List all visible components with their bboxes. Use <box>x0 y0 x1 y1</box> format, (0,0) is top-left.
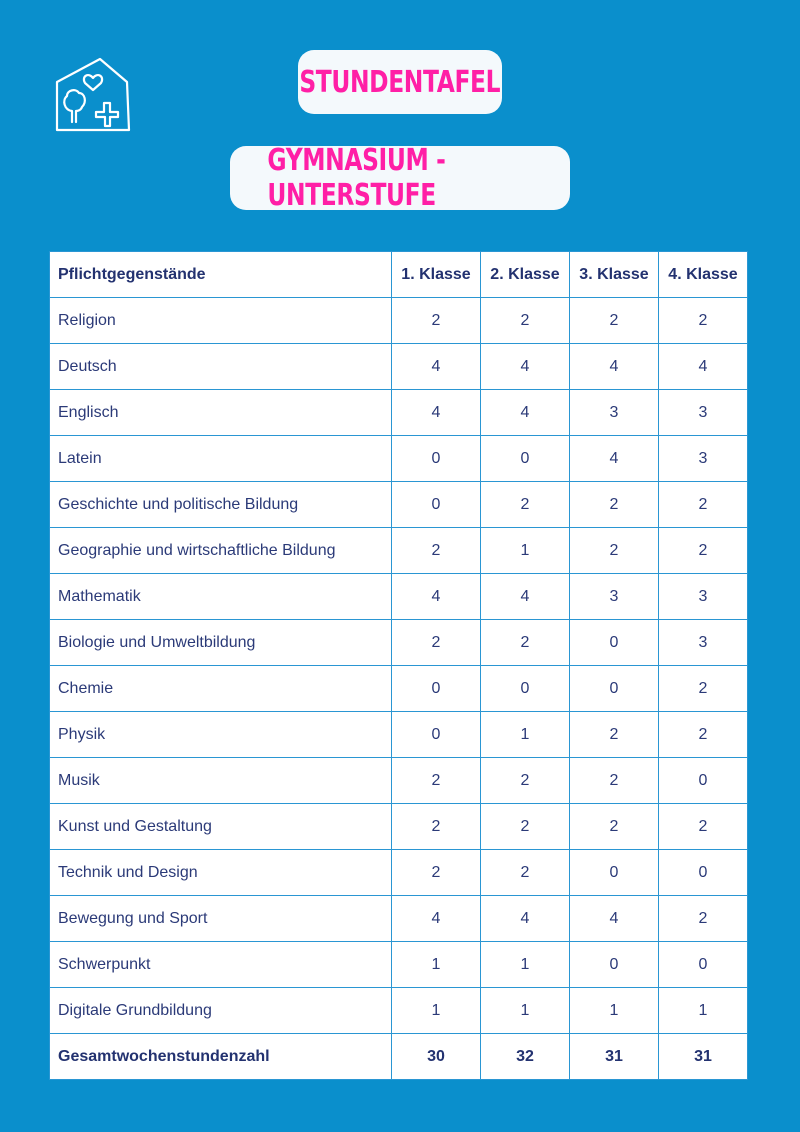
table-row <box>50 482 748 528</box>
total-row <box>50 1034 748 1080</box>
subject-cell: Latein <box>50 436 392 482</box>
table-row <box>50 298 748 344</box>
hours-cell-class-3: 3 <box>570 390 659 436</box>
hours-cell-class-1: 4 <box>392 344 481 390</box>
hours-cell-class-1: 0 <box>392 666 481 712</box>
subject-cell: Kunst und Gestaltung <box>50 804 392 850</box>
hours-cell-class-1: 2 <box>392 758 481 804</box>
hours-cell-class-1: 4 <box>392 896 481 942</box>
hours-cell-class-1: 1 <box>392 988 481 1034</box>
subject-cell: Geschichte und politische Bildung <box>50 482 392 528</box>
hours-cell-class-4: 1 <box>659 988 748 1034</box>
title-badge <box>298 50 502 114</box>
hours-cell-class-1: 4 <box>392 574 481 620</box>
hours-cell-class-3: 0 <box>570 850 659 896</box>
hours-cell-class-1: 0 <box>392 712 481 758</box>
page-subtitle: GYMNASIUM - UNTERSTUFE <box>267 143 446 213</box>
header-row <box>50 252 748 298</box>
hours-cell-class-3: 1 <box>570 988 659 1034</box>
hours-cell-class-3: 2 <box>570 758 659 804</box>
table-row <box>50 390 748 436</box>
timetable-body <box>50 298 748 1080</box>
hours-cell-class-3: 4 <box>570 896 659 942</box>
hours-cell-class-3: 0 <box>570 666 659 712</box>
table-row <box>50 942 748 988</box>
hours-cell-class-4: 2 <box>659 666 748 712</box>
hours-cell-class-3: 0 <box>570 942 659 988</box>
hours-cell-class-3: 4 <box>570 436 659 482</box>
hours-cell-class-3: 31 <box>570 1034 659 1080</box>
hours-cell-class-2: 4 <box>481 344 570 390</box>
table-row <box>50 528 748 574</box>
hours-cell-class-2: 1 <box>481 712 570 758</box>
hours-cell-class-2: 1 <box>481 988 570 1034</box>
table-row <box>50 436 748 482</box>
subject-cell: Mathematik <box>50 574 392 620</box>
table-row <box>50 758 748 804</box>
column-header-subject: Pflichtgegenstände <box>50 252 392 298</box>
subject-cell: Geographie und wirtschaftliche Bildung <box>50 528 392 574</box>
subject-cell: Gesamtwochenstundenzahl <box>50 1034 392 1080</box>
hours-cell-class-2: 2 <box>481 804 570 850</box>
hours-cell-class-2: 4 <box>481 896 570 942</box>
hours-cell-class-2: 0 <box>481 436 570 482</box>
subject-cell: Physik <box>50 712 392 758</box>
subject-cell: Musik <box>50 758 392 804</box>
hours-cell-class-1: 30 <box>392 1034 481 1080</box>
hours-cell-class-2: 4 <box>481 390 570 436</box>
subject-cell: Deutsch <box>50 344 392 390</box>
hours-cell-class-4: 2 <box>659 482 748 528</box>
table-row <box>50 344 748 390</box>
hours-cell-class-4: 0 <box>659 942 748 988</box>
hours-cell-class-2: 2 <box>481 620 570 666</box>
hours-cell-class-1: 4 <box>392 390 481 436</box>
hours-cell-class-4: 3 <box>659 436 748 482</box>
subject-cell: Technik und Design <box>50 850 392 896</box>
hours-cell-class-2: 32 <box>481 1034 570 1080</box>
hours-cell-class-4: 31 <box>659 1034 748 1080</box>
hours-cell-class-4: 3 <box>659 390 748 436</box>
hours-cell-class-3: 2 <box>570 482 659 528</box>
subject-cell: Schwerpunkt <box>50 942 392 988</box>
hours-cell-class-4: 0 <box>659 850 748 896</box>
hours-cell-class-4: 2 <box>659 298 748 344</box>
hours-cell-class-2: 2 <box>481 298 570 344</box>
hours-cell-class-1: 2 <box>392 804 481 850</box>
hours-cell-class-4: 2 <box>659 804 748 850</box>
timetable <box>49 251 748 1080</box>
hours-cell-class-3: 2 <box>570 298 659 344</box>
hours-cell-class-1: 0 <box>392 436 481 482</box>
timetable-grid <box>49 251 748 1080</box>
hours-cell-class-1: 2 <box>392 528 481 574</box>
hours-cell-class-1: 0 <box>392 482 481 528</box>
hours-cell-class-4: 2 <box>659 896 748 942</box>
hours-cell-class-2: 4 <box>481 574 570 620</box>
page-title: STUNDENTAFEL <box>299 64 501 100</box>
hours-cell-class-2: 0 <box>481 666 570 712</box>
table-row <box>50 988 748 1034</box>
hours-cell-class-4: 2 <box>659 528 748 574</box>
column-header-class-3: 3. Klasse <box>570 252 659 298</box>
subject-cell: Chemie <box>50 666 392 712</box>
hours-cell-class-1: 2 <box>392 298 481 344</box>
hours-cell-class-1: 2 <box>392 620 481 666</box>
table-row <box>50 666 748 712</box>
subject-cell: Bewegung und Sport <box>50 896 392 942</box>
hours-cell-class-2: 1 <box>481 528 570 574</box>
table-row <box>50 804 748 850</box>
school-logo <box>54 56 132 132</box>
subject-cell: Englisch <box>50 390 392 436</box>
hours-cell-class-3: 4 <box>570 344 659 390</box>
house-heart-tree-cross-icon <box>54 56 132 132</box>
hours-cell-class-3: 3 <box>570 574 659 620</box>
hours-cell-class-4: 3 <box>659 574 748 620</box>
table-row <box>50 896 748 942</box>
table-row <box>50 850 748 896</box>
table-row <box>50 574 748 620</box>
hours-cell-class-3: 0 <box>570 620 659 666</box>
hours-cell-class-2: 1 <box>481 942 570 988</box>
subject-cell: Digitale Grundbildung <box>50 988 392 1034</box>
hours-cell-class-2: 2 <box>481 482 570 528</box>
hours-cell-class-2: 2 <box>481 850 570 896</box>
hours-cell-class-1: 1 <box>392 942 481 988</box>
subtitle-badge <box>230 143 570 213</box>
subject-cell: Biologie und Umweltbildung <box>50 620 392 666</box>
subject-cell: Religion <box>50 298 392 344</box>
hours-cell-class-3: 2 <box>570 804 659 850</box>
hours-cell-class-1: 2 <box>392 850 481 896</box>
hours-cell-class-3: 2 <box>570 712 659 758</box>
column-header-class-1: 1. Klasse <box>392 252 481 298</box>
hours-cell-class-4: 0 <box>659 758 748 804</box>
column-header-class-4: 4. Klasse <box>659 252 748 298</box>
column-header-class-2: 2. Klasse <box>481 252 570 298</box>
hours-cell-class-2: 2 <box>481 758 570 804</box>
hours-cell-class-4: 2 <box>659 712 748 758</box>
hours-cell-class-4: 3 <box>659 620 748 666</box>
table-row <box>50 620 748 666</box>
table-row <box>50 712 748 758</box>
hours-cell-class-4: 4 <box>659 344 748 390</box>
hours-cell-class-3: 2 <box>570 528 659 574</box>
